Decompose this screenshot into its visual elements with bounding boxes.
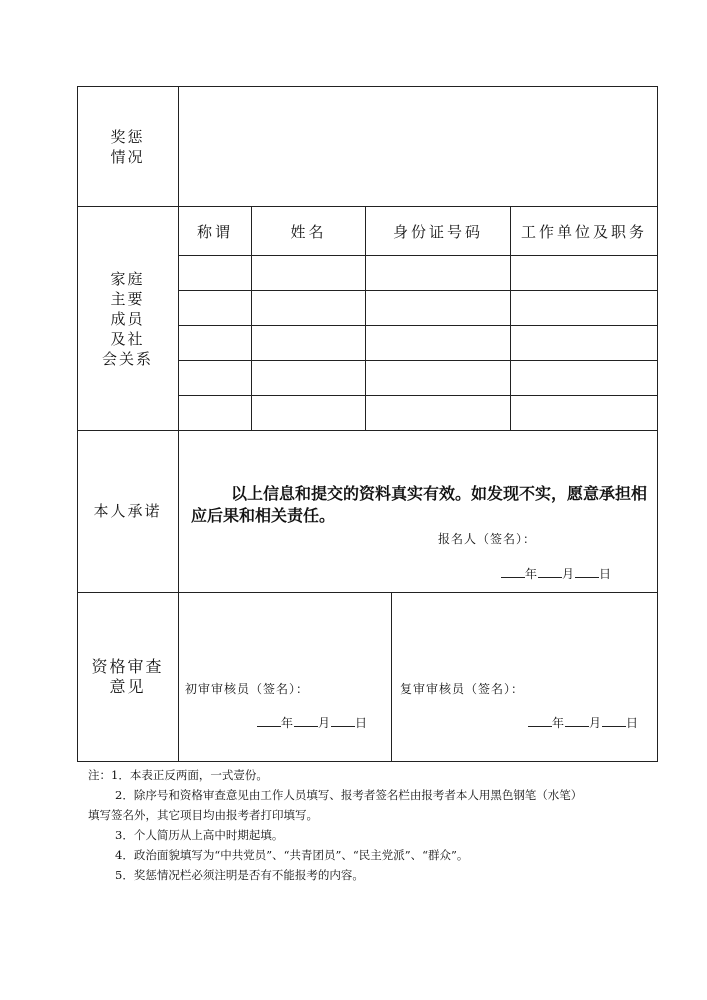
column-header-id-number: 身份证号码	[392, 223, 483, 241]
family-label-line2: 主要	[110, 290, 145, 308]
pledge-statement: 以上信息和提交的资料真实有效。如发现不实，愿意承担相应后果和相关责任。	[191, 484, 648, 525]
family-label-line5: 会关系	[101, 350, 153, 368]
pledge-day-label: 日	[599, 567, 613, 581]
rewards-label-line2: 情况	[110, 148, 145, 166]
note-2-continued: 填写签名外，其它项目均由报考者打印填写。	[88, 808, 318, 822]
first-review-year-label: 年	[281, 716, 295, 730]
family-label-line3: 成员	[110, 310, 145, 328]
note-4: 4．政治面貌填写为“中共党员”、“共青团员”、“民主党派”、“群众”。	[115, 848, 469, 862]
review-label-line1: 资格审查	[91, 657, 164, 676]
first-review-day-blank[interactable]	[331, 714, 355, 727]
rewards-label-line1: 奖惩	[110, 128, 145, 146]
rewards-field[interactable]	[179, 87, 657, 206]
column-header-name: 姓名	[290, 223, 327, 241]
pledge-year-label: 年	[525, 567, 539, 581]
rewards-label	[77, 127, 178, 167]
first-review-date	[257, 714, 368, 731]
section-divider-family	[77, 430, 658, 431]
note-2: 2．除序号和资格审查意见由工作人员填写、报考者签名栏由报考者本人用黑色钢笔（水笔）	[115, 788, 583, 802]
family-row-divider-4	[178, 360, 658, 361]
first-review-month-blank[interactable]	[294, 714, 318, 727]
family-label-line4: 及社	[110, 330, 145, 348]
form-notes	[88, 765, 648, 885]
second-reviewer-signature-label: 复审审核员（签名）：	[400, 682, 525, 696]
notes-prefix: 注：	[88, 768, 111, 782]
pledge-day-blank[interactable]	[575, 565, 599, 578]
review-label	[77, 657, 178, 697]
second-review-day-blank[interactable]	[602, 714, 626, 727]
family-row-divider-5	[178, 395, 658, 396]
review-label-line2: 意见	[109, 677, 146, 696]
second-review-date	[528, 714, 639, 731]
note-3: 3．个人简历从上高中时期起填。	[115, 828, 284, 842]
second-review-day-label: 日	[626, 716, 640, 730]
table-border-right	[657, 86, 658, 762]
column-header-employer-position: 工作单位及职务	[520, 223, 647, 241]
pledge-year-blank[interactable]	[501, 565, 525, 578]
first-review-year-blank[interactable]	[257, 714, 281, 727]
family-label-line1: 家庭	[110, 270, 145, 288]
family-label	[77, 269, 178, 369]
pledge-month-label: 月	[562, 567, 576, 581]
first-review-month-label: 月	[318, 716, 332, 730]
family-row-divider-2	[178, 290, 658, 291]
pledge-date	[501, 565, 612, 582]
pledge-month-blank[interactable]	[538, 565, 562, 578]
second-review-year-label: 年	[552, 716, 566, 730]
pledge-label: 本人承诺	[93, 502, 162, 520]
review-column-divider	[391, 592, 392, 762]
second-review-year-blank[interactable]	[528, 714, 552, 727]
column-header-relation: 称谓	[196, 223, 233, 241]
table-border-bottom	[77, 761, 658, 762]
registration-form-table	[77, 86, 658, 762]
section-divider-pledge	[77, 592, 658, 593]
applicant-signature-label: 报名人（签名）：	[438, 532, 537, 546]
second-review-month-blank[interactable]	[565, 714, 589, 727]
note-5: 5．奖惩情况栏必须注明是否有不能报考的内容。	[115, 868, 364, 882]
second-review-month-label: 月	[589, 716, 603, 730]
first-review-day-label: 日	[355, 716, 369, 730]
first-reviewer-signature-label: 初审审核员（签名）：	[185, 682, 310, 696]
note-1: 注：1．本表正反两面，一式壹份。	[88, 768, 268, 782]
family-row-divider-3	[178, 325, 658, 326]
